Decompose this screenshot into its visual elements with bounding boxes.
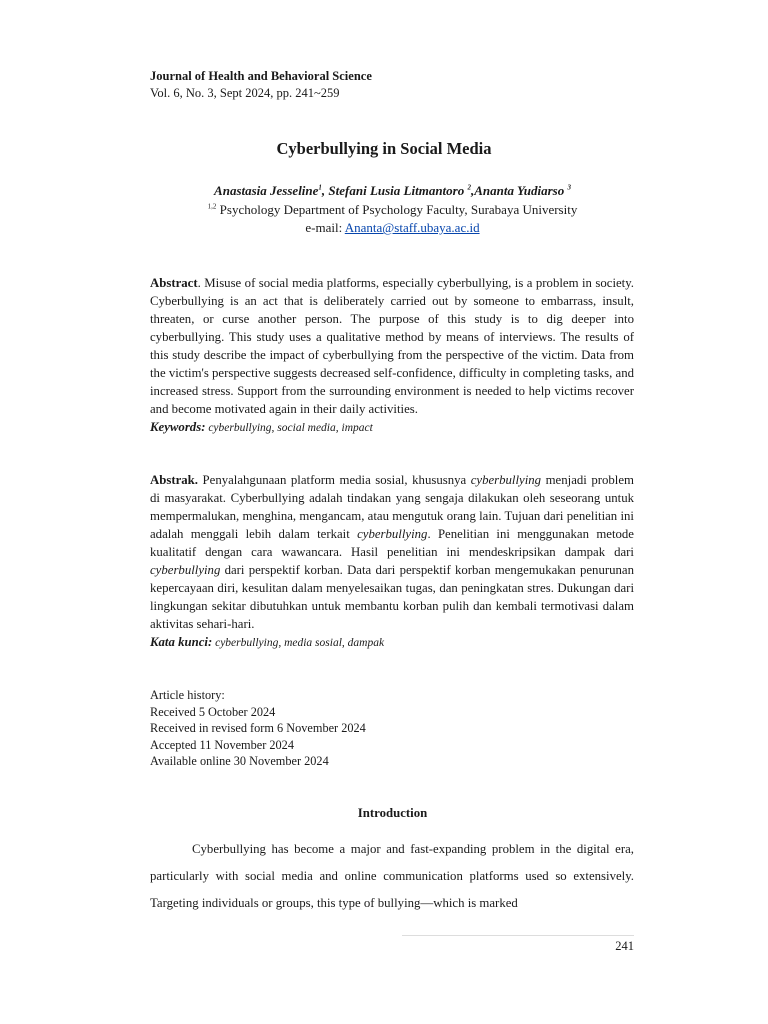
abstrak-text: . Penelitian ini menggunakan metode kualitatif dengan cara wawancara. Hasil penelitian ini mendeskripsikan dampak dari (150, 527, 634, 559)
abstract-english (150, 274, 634, 437)
abstrak-text: menjadi problem di masyarakat. Cyberbullying adalah tindakan yang sengaja dilakukan oleh seseorang untuk mempermalukan, menghina, mengancam, atau mengutuk orang lain. Tujuan dari penelitian ini adalah menggali lebih dalam terkait (150, 473, 634, 541)
abstrak-term: cyberbullying (150, 563, 221, 577)
journal-name: Journal of Health and Behavioral Science (150, 69, 372, 83)
email-link[interactable]: Ananta@staff.ubaya.ac.id (344, 220, 480, 235)
author-1: Anastasia Jesseline (214, 183, 319, 198)
keywords-label: Keywords: (150, 420, 206, 434)
author-2-sup: 2 (467, 183, 471, 192)
footer-rule (402, 935, 634, 936)
keywords-values: cyberbullying, social media, impact (205, 422, 373, 434)
history-accepted: Accepted 11 November 2024 (150, 737, 294, 752)
article-history (150, 687, 366, 770)
kata-kunci-label: Kata kunci: (150, 635, 213, 649)
introduction-body (150, 836, 634, 917)
affiliation-text: Psychology Department of Psychology Faculty, Surabaya University (216, 202, 578, 217)
abstract-text: . Misuse of social media platforms, especially cyberbullying, is a problem in society. Cyberbullying is an act that is deliberately carried out by someone to embarrass, insult, threaten, or curse another person. The purpose of this study is to dig deeper into cyberbullying. This study uses a qualitative method by means of interviews. The results of this study describe the impact of cyberbullying from the perspective of the victim. Data from the victim's perspective suggests decreased self-confidence, difficulty in completing tasks, and increased stress. Support from the surrounding environment is needed to help victims recover and become motivated again in their daily activities. (150, 276, 634, 416)
author-2: , Stefani Lusia Litmantoro (321, 183, 468, 198)
abstrak-label: Abstrak. (150, 473, 198, 487)
paper-title: Cyberbullying in Social Media (276, 139, 492, 158)
history-online: Available online 30 November 2024 (150, 754, 329, 768)
author-list (0, 183, 768, 199)
introduction-text: Cyberbullying has become a major and fast-expanding problem in the digital era, particularly with social media and online communication platforms used so extensively. Targeting individuals or groups, this type of bullying—which is marked (150, 842, 634, 910)
abstract-indonesian (150, 471, 634, 652)
abstrak-term: cyberbullying (357, 527, 428, 541)
kata-kunci-values: cyberbullying, media sosial, dampak (212, 637, 385, 649)
email-line (0, 220, 768, 236)
journal-header (150, 68, 372, 102)
author-1-sup: 1 (318, 183, 322, 192)
abstrak-text: dari perspektif korban. Data dari perspektif korban mengemukakan penurunan kepercayaan diri, kesulitan dalam menyelesaikan tugas, dan peningkatan stres. Dukungan dari lingkungan sekitar dibutuhkan untuk membantu korban pulih dan kembali termotivasi dalam aktivitas sehari-hari. (150, 563, 634, 631)
history-revised: Received in revised form 6 November 2024 (150, 721, 366, 735)
affiliation-sup: 1,2 (207, 202, 217, 211)
abstrak-text: Penyalahgunaan platform media sosial, khususnya (198, 473, 471, 487)
author-3-sup: 3 (567, 183, 571, 192)
abstract-label: Abstract (150, 276, 198, 290)
history-label: Article history: (150, 688, 225, 702)
email-label: e-mail: (305, 220, 345, 235)
abstrak-term: cyberbullying (470, 473, 542, 487)
page-number: 241 (615, 939, 634, 953)
journal-volume: Vol. 6, No. 3, Sept 2024, pp. 241~259 (150, 86, 340, 100)
author-3: ,Ananta Yudiarso (470, 183, 568, 198)
introduction-heading: Introduction (357, 806, 428, 820)
history-received: Received 5 October 2024 (150, 704, 276, 719)
affiliation (0, 202, 768, 218)
